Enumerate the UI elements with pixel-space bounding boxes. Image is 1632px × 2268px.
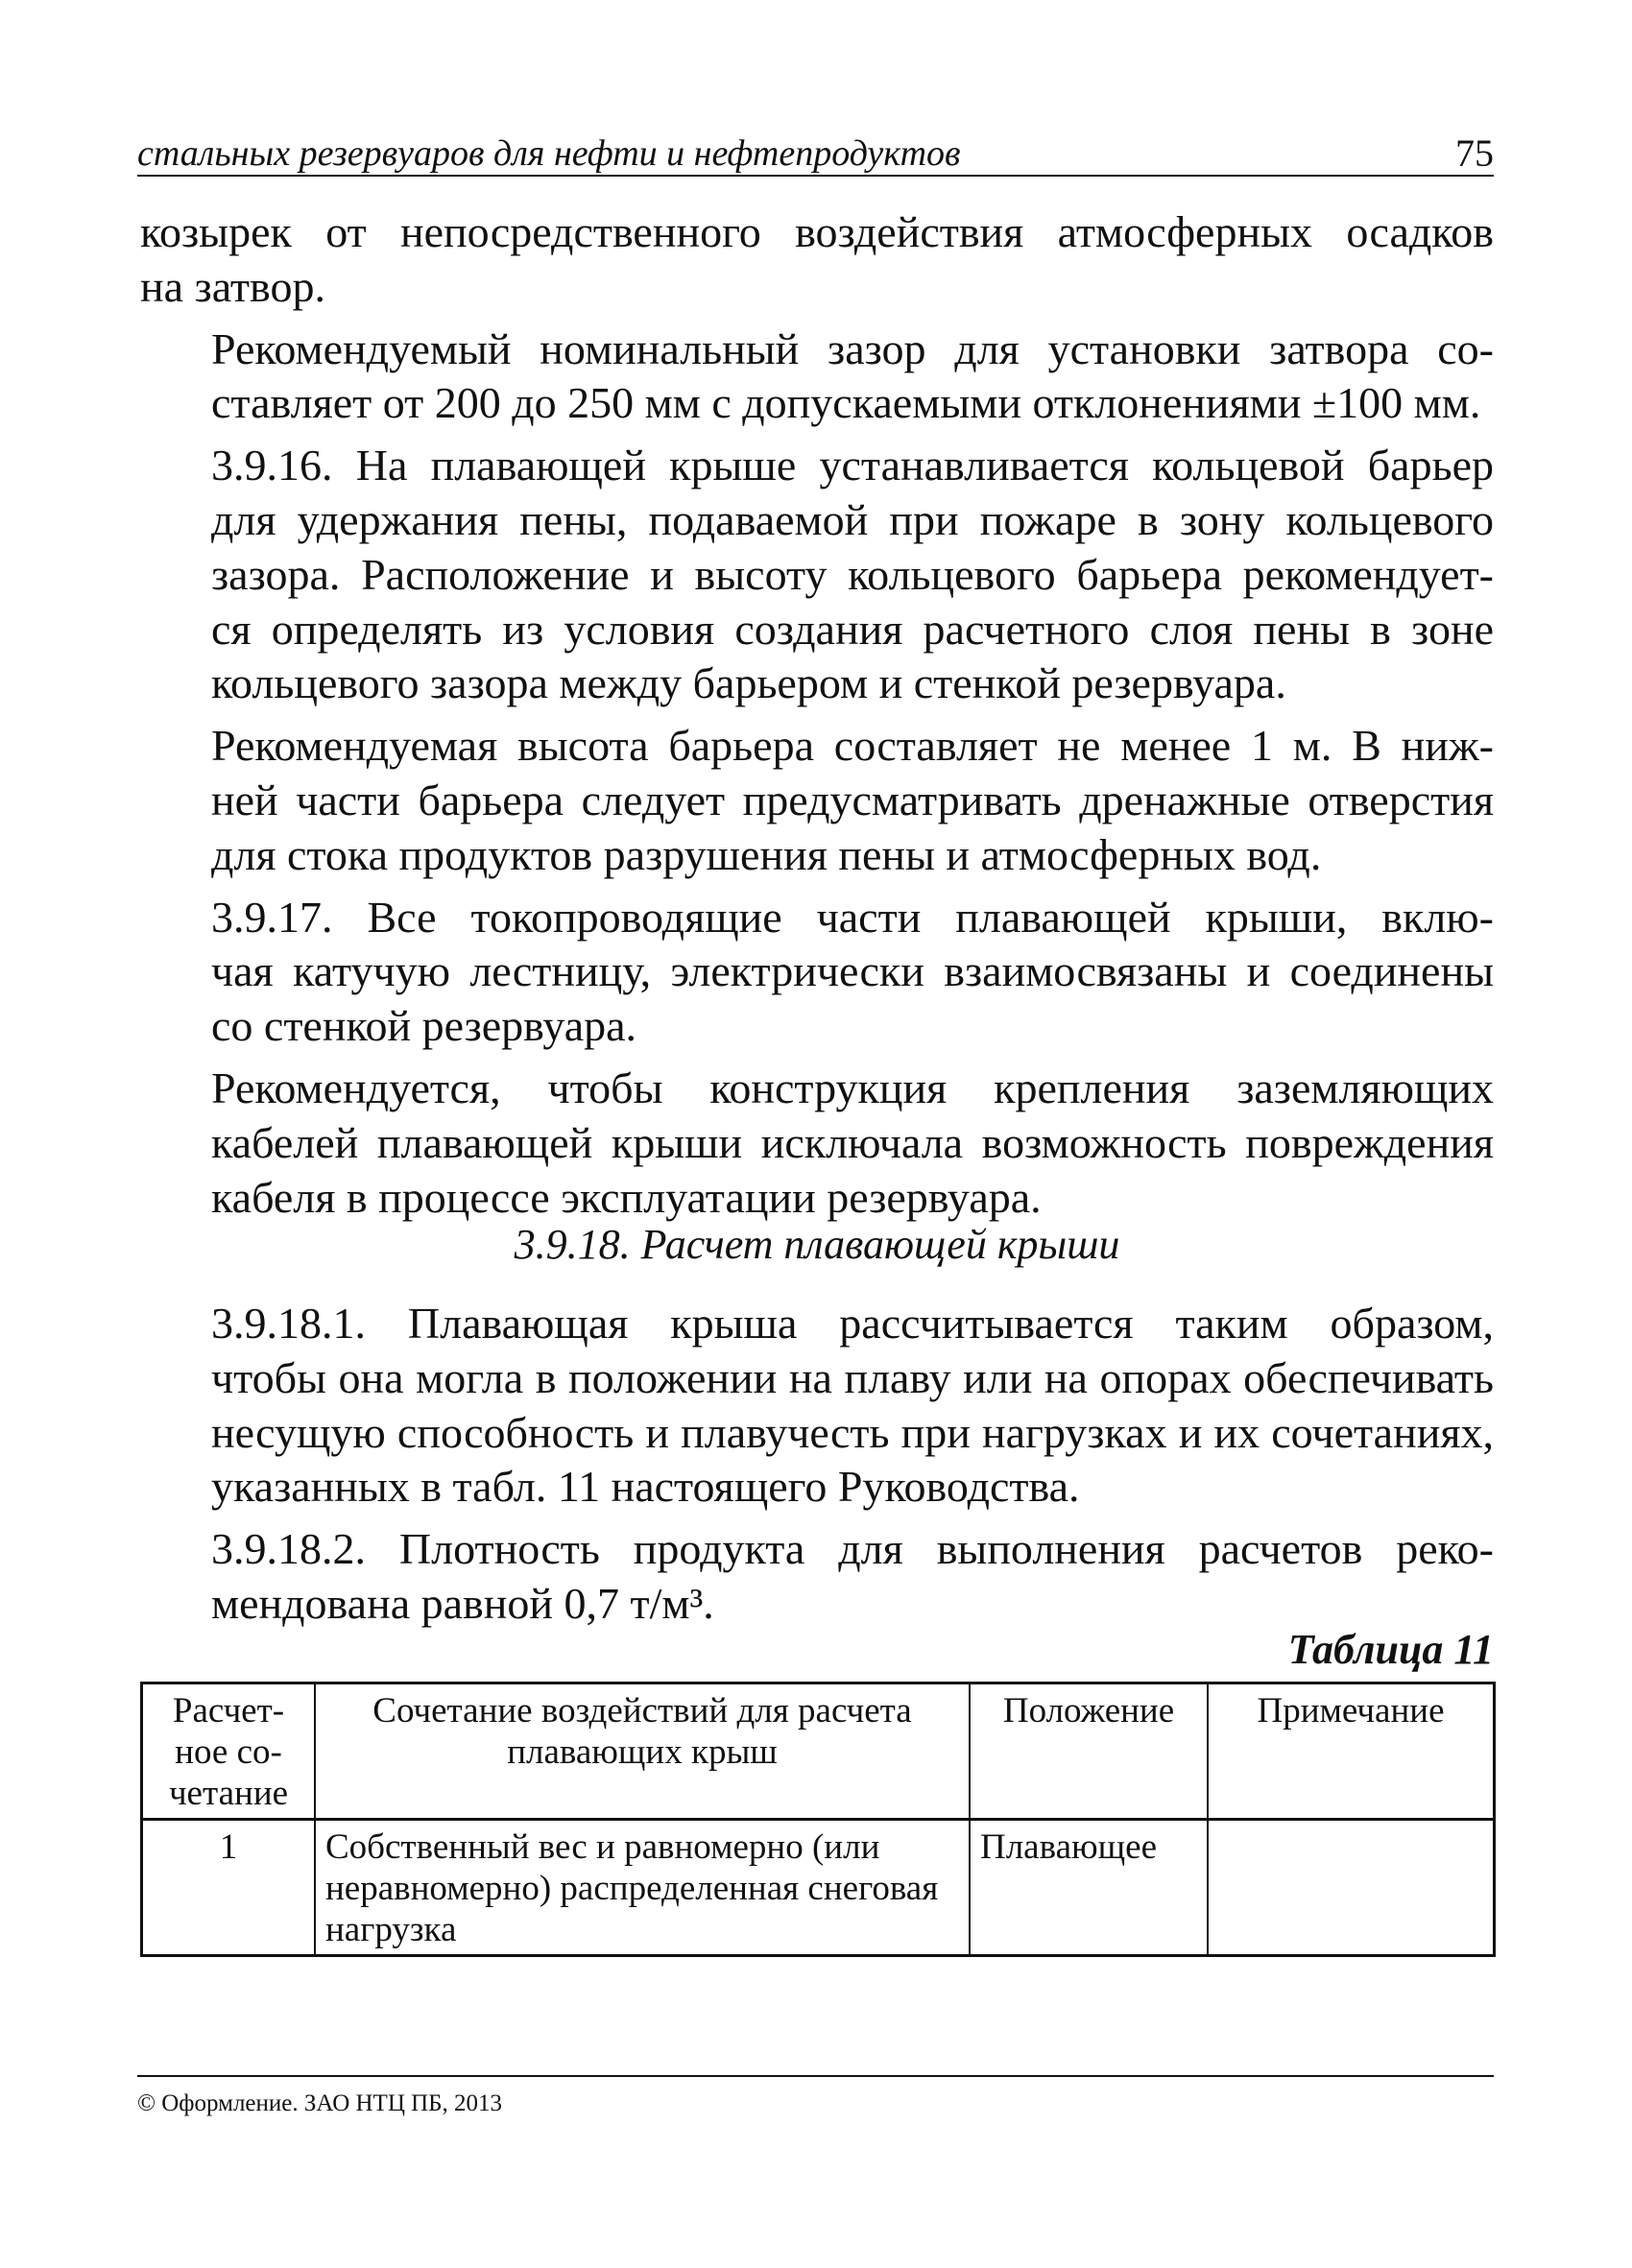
text-line: зазора. Расположение и высоту кольцевого барьера рекомендует- — [211, 549, 1494, 599]
text-line: кабеля в процессе эксплуатации резервуара. — [211, 1172, 1042, 1222]
copyright-footer: © Оформление. ЗАО НТЦ ПБ, 2013 — [137, 2075, 1494, 2117]
column-header-position: Положение — [970, 1683, 1208, 1820]
table-cell: 1 — [142, 1820, 316, 1956]
text-line: для стока продуктов разрушения пены и атмосферных вод. — [211, 829, 1322, 879]
paragraph — [140, 719, 1494, 882]
table-header — [142, 1683, 1495, 1820]
text-line: указанных в табл. 11 настоящего Руководства. — [211, 1462, 1080, 1512]
column-header-load-combination: Сочетание воздействий для расчета плавающих крыш — [315, 1683, 970, 1820]
table-header-row — [142, 1683, 1495, 1820]
body-text-bottom — [140, 1297, 1494, 1632]
text-line: Рекомендуемая высота барьера составляет не менее 1 м. В ниж- — [211, 721, 1494, 771]
paragraph — [140, 1522, 1494, 1632]
paragraph — [140, 1062, 1494, 1225]
column-header-combination-number: Расчет-ное со-четание — [142, 1683, 316, 1820]
page-number: 75 — [1455, 131, 1494, 175]
running-header — [137, 125, 1494, 177]
text-line: чтобы она могла в положении на плаву или на опорах обеспечивать — [211, 1352, 1494, 1402]
paragraph — [140, 891, 1494, 1054]
text-line: Рекомендуется, чтобы конструкция крепления заземляющих — [211, 1062, 1494, 1112]
text-line: ся определять из условия создания расчетного слоя пены в зоне — [211, 604, 1494, 654]
table-caption: Таблица 11 — [1287, 1626, 1494, 1673]
paragraph — [140, 1297, 1494, 1515]
text-line: 3.9.18.2. Плотность продукта для выполнения расчетов реко- — [211, 1524, 1494, 1574]
text-line: козырек от непосредственного воздействия атмосферных осадков — [140, 207, 1494, 256]
text-line: кабелей плавающей крыши исключала возможность повреждения — [211, 1117, 1494, 1167]
table-11 — [140, 1682, 1496, 1957]
text-line: мендована равной 0,7 т/м³. — [211, 1578, 714, 1628]
text-line: 3.9.17. Все токопроводящие части плавающей крыши, вклю- — [211, 892, 1494, 942]
table-body — [142, 1820, 1495, 1956]
text-line: кольцевого зазора между барьером и стенкой резервуара. — [211, 658, 1286, 708]
text-line: 3.9.16. На плавающей крыше устанавливается кольцевой барьер — [211, 441, 1494, 490]
text-line: на затвор. — [140, 261, 325, 311]
running-title: стальных резервуаров для нефти и нефтепродуктов — [137, 133, 961, 174]
table-cell: Плавающее — [970, 1820, 1208, 1956]
column-header-note: Примечание — [1208, 1683, 1495, 1820]
paragraph — [140, 439, 1494, 711]
text-line: для удержания пены, подаваемой при пожаре в зону кольцевого — [211, 494, 1494, 544]
text-line: несущую способность и плавучесть при нагрузках и их сочетаниях, — [211, 1407, 1494, 1457]
text-line: чая катучую лестницу, электрически взаимосвязаны и соединены — [211, 946, 1494, 996]
table-cell — [1208, 1820, 1495, 1956]
table-cell: Собственный вес и равномерно (или неравномерно) распределенная снеговая нагрузка — [315, 1820, 970, 1956]
text-line: ней части барьера следует предусматривать дренажные отверстия — [211, 775, 1494, 824]
paragraph — [140, 322, 1494, 432]
paragraph — [140, 205, 1494, 315]
body-text-top — [140, 205, 1494, 1225]
section-heading: 3.9.18. Расчет плавающей крыши — [514, 1221, 1120, 1268]
text-line: Рекомендуемый номинальный зазор для установки затвора со- — [211, 323, 1494, 373]
table-row — [142, 1820, 1495, 1956]
text-line: со стенкой резервуара. — [211, 1001, 637, 1051]
text-line: 3.9.18.1. Плавающая крыша рассчитывается таким образом, — [211, 1299, 1494, 1348]
text-line: ставляет от 200 до 250 мм с допускаемыми отклонениями ±100 мм. — [211, 378, 1481, 428]
